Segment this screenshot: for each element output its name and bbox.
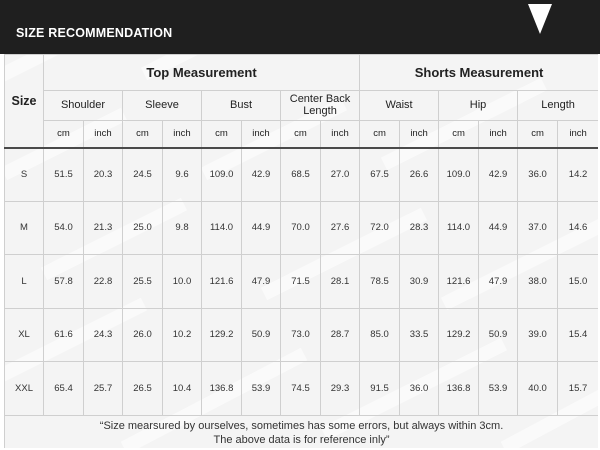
table-row — [5, 148, 599, 202]
value-cell: 40.0 — [518, 362, 558, 416]
unit-header: inch — [84, 121, 123, 148]
size-cell: XL — [5, 308, 44, 362]
unit-header: inch — [321, 121, 360, 148]
value-cell: 26.0 — [123, 308, 163, 362]
unit-header: cm — [281, 121, 321, 148]
table-row — [5, 308, 599, 362]
value-cell: 10.0 — [163, 255, 202, 309]
value-cell: 47.9 — [242, 255, 281, 309]
table-row — [5, 255, 599, 309]
measure-header: Shoulder — [44, 91, 123, 121]
value-cell: 53.9 — [242, 362, 281, 416]
unit-header: inch — [242, 121, 281, 148]
value-cell: 50.9 — [479, 308, 518, 362]
size-column-header: Size — [5, 55, 44, 148]
unit-header: cm — [123, 121, 163, 148]
unit-header: cm — [360, 121, 400, 148]
disclaimer-line: The above data is for reference inly” — [213, 433, 390, 446]
value-cell: 109.0 — [202, 148, 242, 202]
disclaimer-note — [5, 415, 599, 448]
table-row — [5, 362, 599, 416]
value-cell: 85.0 — [360, 308, 400, 362]
measure-header: Bust — [202, 91, 281, 121]
value-cell: 53.9 — [479, 362, 518, 416]
value-cell: 136.8 — [439, 362, 479, 416]
value-cell: 15.0 — [558, 255, 598, 309]
value-cell: 47.9 — [479, 255, 518, 309]
chevron-down-icon — [528, 4, 552, 34]
unit-header: inch — [479, 121, 518, 148]
unit-header: cm — [44, 121, 84, 148]
measure-header: Length — [518, 91, 598, 121]
size-chart — [4, 54, 598, 448]
value-cell: 42.9 — [242, 148, 281, 202]
unit-header: cm — [518, 121, 558, 148]
value-cell: 136.8 — [202, 362, 242, 416]
group-header-shorts: Shorts Measurement — [360, 55, 598, 91]
value-cell: 44.9 — [242, 201, 281, 255]
value-cell: 28.3 — [400, 201, 439, 255]
value-cell: 14.2 — [558, 148, 598, 202]
value-cell: 33.5 — [400, 308, 439, 362]
value-cell: 68.5 — [281, 148, 321, 202]
value-cell: 65.4 — [44, 362, 84, 416]
value-cell: 9.6 — [163, 148, 202, 202]
value-cell: 72.0 — [360, 201, 400, 255]
value-cell: 51.5 — [44, 148, 84, 202]
value-cell: 54.0 — [44, 201, 84, 255]
value-cell: 22.8 — [84, 255, 123, 309]
value-cell: 39.0 — [518, 308, 558, 362]
page-title: SIZE RECOMMENDATION — [16, 26, 173, 40]
value-cell: 28.7 — [321, 308, 360, 362]
value-cell: 70.0 — [281, 201, 321, 255]
value-cell: 50.9 — [242, 308, 281, 362]
measure-header: Center Back Length — [281, 91, 360, 121]
unit-header: inch — [163, 121, 202, 148]
value-cell: 121.6 — [202, 255, 242, 309]
value-cell: 36.0 — [518, 148, 558, 202]
value-cell: 26.5 — [123, 362, 163, 416]
value-cell: 129.2 — [202, 308, 242, 362]
value-cell: 27.0 — [321, 148, 360, 202]
unit-header: cm — [202, 121, 242, 148]
unit-header: cm — [439, 121, 479, 148]
measure-header: Waist — [360, 91, 439, 121]
measure-header: Sleeve — [123, 91, 202, 121]
value-cell: 15.7 — [558, 362, 598, 416]
value-cell: 57.8 — [44, 255, 84, 309]
table-row — [5, 201, 599, 255]
value-cell: 9.8 — [163, 201, 202, 255]
disclaimer-line: “Size mearsured by ourselves, sometimes has some errors, but always within 3cm. — [99, 419, 504, 432]
measure-header: Hip — [439, 91, 518, 121]
value-cell: 26.6 — [400, 148, 439, 202]
value-cell: 25.7 — [84, 362, 123, 416]
size-cell: M — [5, 201, 44, 255]
value-cell: 114.0 — [439, 201, 479, 255]
value-cell: 15.4 — [558, 308, 598, 362]
size-cell: L — [5, 255, 44, 309]
value-cell: 74.5 — [281, 362, 321, 416]
value-cell: 14.6 — [558, 201, 598, 255]
value-cell: 10.4 — [163, 362, 202, 416]
value-cell: 36.0 — [400, 362, 439, 416]
value-cell: 109.0 — [439, 148, 479, 202]
value-cell: 10.2 — [163, 308, 202, 362]
value-cell: 20.3 — [84, 148, 123, 202]
value-cell: 24.5 — [123, 148, 163, 202]
value-cell: 27.6 — [321, 201, 360, 255]
value-cell: 121.6 — [439, 255, 479, 309]
value-cell: 28.1 — [321, 255, 360, 309]
size-cell: S — [5, 148, 44, 202]
value-cell: 42.9 — [479, 148, 518, 202]
value-cell: 61.6 — [44, 308, 84, 362]
value-cell: 91.5 — [360, 362, 400, 416]
value-cell: 38.0 — [518, 255, 558, 309]
value-cell: 114.0 — [202, 201, 242, 255]
measurement-table — [4, 54, 598, 448]
value-cell: 25.0 — [123, 201, 163, 255]
value-cell: 37.0 — [518, 201, 558, 255]
value-cell: 73.0 — [281, 308, 321, 362]
value-cell: 30.9 — [400, 255, 439, 309]
value-cell: 67.5 — [360, 148, 400, 202]
unit-header: inch — [558, 121, 598, 148]
value-cell: 21.3 — [84, 201, 123, 255]
group-header-top: Top Measurement — [44, 55, 360, 91]
value-cell: 29.3 — [321, 362, 360, 416]
value-cell: 78.5 — [360, 255, 400, 309]
header-bar — [0, 0, 600, 54]
value-cell: 25.5 — [123, 255, 163, 309]
value-cell: 24.3 — [84, 308, 123, 362]
value-cell: 129.2 — [439, 308, 479, 362]
size-cell: XXL — [5, 362, 44, 416]
value-cell: 71.5 — [281, 255, 321, 309]
unit-header: inch — [400, 121, 439, 148]
value-cell: 44.9 — [479, 201, 518, 255]
